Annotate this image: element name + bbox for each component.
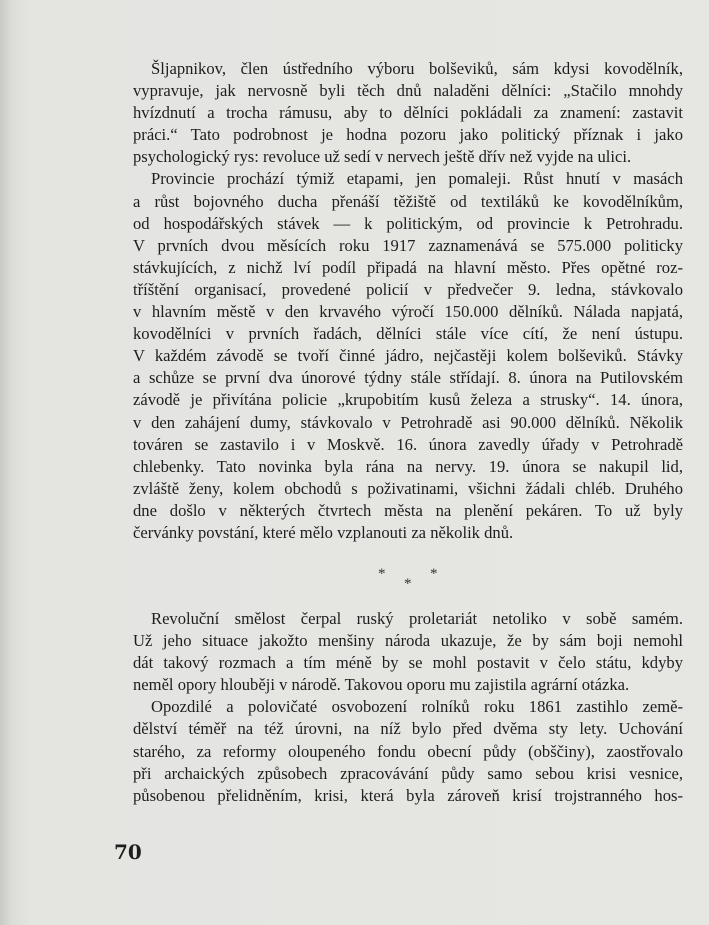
- text-line: chlebenky. Tato novinka byla rána na nervy. 19. února se nakupil lid,: [133, 456, 683, 476]
- text-line: psychologický rys: revoluce už sedí v nervech ještě dřív než vyjde na ulici.: [133, 147, 632, 167]
- text-block-upper: [133, 58, 683, 544]
- text-line: červánky povstání, které mělo vzplanouti za několik dnů.: [133, 522, 514, 542]
- text-line: a růst bojovného ducha přenáší těžiště od textiláků ke kovodělníkům,: [133, 191, 683, 211]
- text-line: kovodělníci v prvních řadách, dělníci stále více cítí, že není ústupu.: [133, 324, 683, 344]
- page-number: 70: [114, 840, 142, 864]
- text-line: při archaických způsobech zpracovávání půdy samo sebou krisi vesnice,: [133, 763, 683, 783]
- text-line: vypravuje, jak nervosně byli těch dnů naladěni dělníci: „Stačilo mnohdy: [133, 81, 683, 101]
- text-line: zvláště ženy, kolem obchodů s poživatinami, všichni žádali chléb. Druhého: [133, 478, 683, 498]
- text-line: hvízdnutí a trocha rámusu, aby to dělníci pokládali za znamení: zastavit: [133, 103, 683, 123]
- text-line: V každém závodě se tvoří činné jádro, nejčastěji kolem bolševiků. Stávky: [133, 346, 683, 366]
- section-break-star: *: [378, 566, 386, 582]
- text-line: Už jeho situace jakožto menšiny národa ukazuje, že by sám boji nemohl: [133, 631, 683, 651]
- text-line: továren se zastavilo i v Moskvě. 16. února zavedly úřady v Petrohradě: [133, 434, 683, 454]
- text-line: práci.“ Tato podrobnost je hodna pozoru jako politický příznak i jako: [133, 125, 683, 145]
- text-line: dát takový rozmach a tím méně by se mohl postavit v čelo státu, kdyby: [133, 653, 683, 673]
- text-line: od hospodářských stávek — k politickým, od provincie k Petrohradu.: [133, 213, 683, 233]
- text-line: působenou přelidněním, krisi, která byla zároveň krisí trojstranného hos-: [133, 785, 683, 805]
- text-line: v hlavním městě v den krvavého výročí 150.000 dělníků. Nálada napjatá,: [133, 302, 683, 322]
- text-line: Opozdilé a polovičaté osvobození rolníků roku 1861 zastihlo země-: [151, 697, 683, 717]
- text-line: Provincie prochází týmiž etapami, jen pomaleji. Růst hnutí v masách: [151, 169, 683, 189]
- text-block-lower: [133, 608, 683, 807]
- text-line: starého, za reformy oloupeného fondu obecní půdy (obščiny), zaostřovalo: [133, 741, 683, 761]
- text-line: neměl opory hlouběji v národě. Takovou oporu mu zajistila agrární otázka.: [133, 675, 630, 695]
- text-line: Šljapnikov, člen ústředního výboru bolševiků, sám kdysi kovodělník,: [151, 59, 683, 78]
- text-line: tříštění organisací, provedené policií v předvečer 9. ledna, stávkovalo: [133, 279, 683, 299]
- text-line: V prvních dvou měsících roku 1917 zaznamenává se 575.000 politicky: [133, 235, 683, 255]
- text-line: stávkujících, z nichž lví podíl připadá na hlavní město. Přes opětné roz-: [133, 257, 683, 277]
- section-break-star: *: [430, 566, 438, 582]
- text-line: dělství téměř na též úrovni, na níž bylo před dvěma sty lety. Uchování: [133, 719, 683, 739]
- text-line: a schůze se první dva únorové týdny stále střídají. 8. února na Putilovském: [133, 368, 683, 388]
- text-line: dne došlo v některých čtvrtech města na plenění pekáren. To už byly: [133, 500, 683, 520]
- text-line: v den zahájení dumy, stávkovalo v Petrohradě asi 90.000 dělníků. Několik: [133, 412, 683, 432]
- text-line: závodě je přivítána policie „krupobitím kusů železa a strusky“. 14. února,: [133, 390, 683, 410]
- section-break-star: *: [404, 576, 412, 592]
- text-line: Revoluční smělost čerpal ruský proletariát netoliko v sobě samém.: [151, 609, 683, 628]
